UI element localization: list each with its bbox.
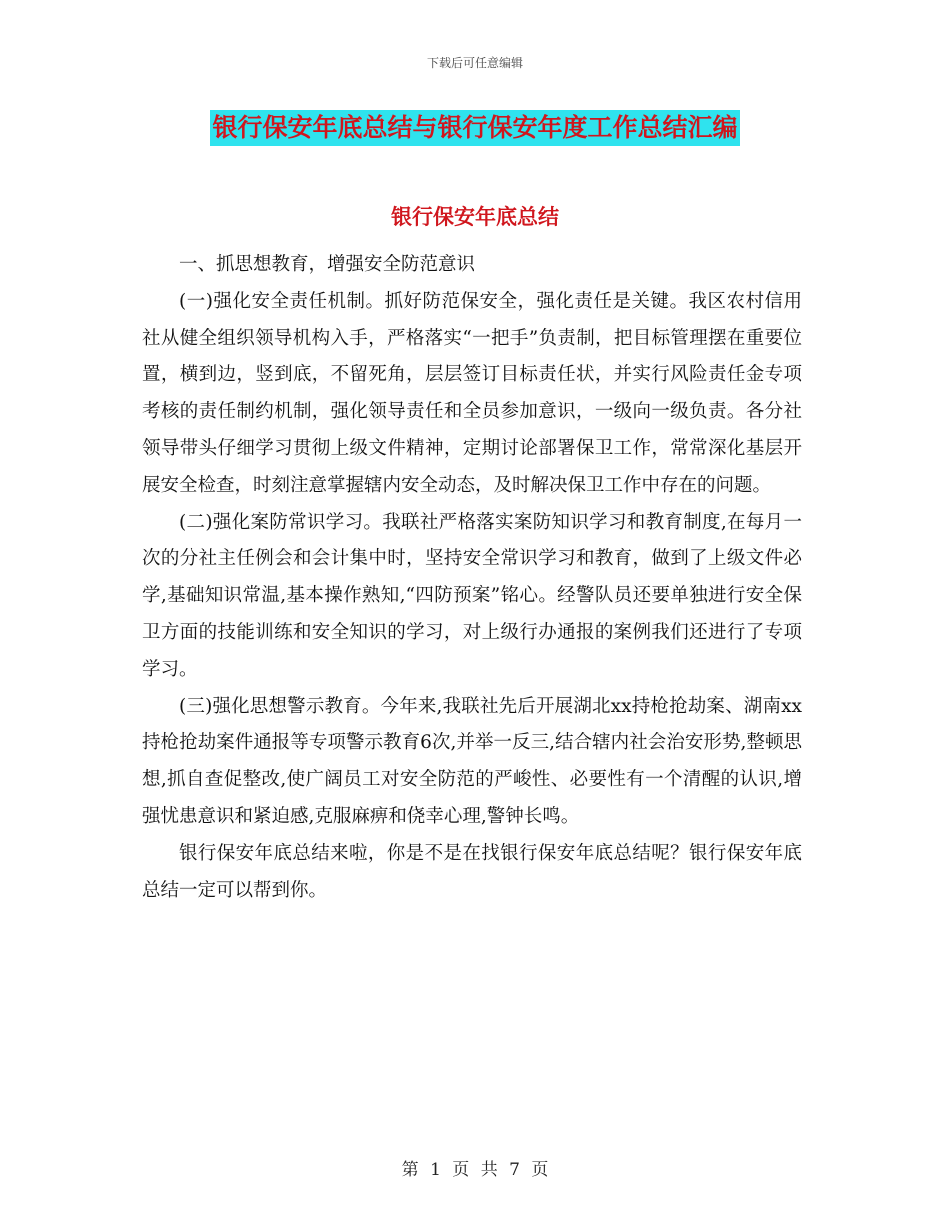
header-note: 下载后可任意编辑 <box>426 56 523 70</box>
paragraph: (二)强化案防常识学习。我联社严格落实案防知识学习和教育制度,在每月一次的分社主任例会和会计集中时，坚持安全常识学习和教育，做到了上级文件必学,基础知识常温,基本操作熟知,“四防预案”铭心。经警队员还要单独进行安全保卫方面的技能训练和安全知识的学习，对上级行办通报的案例我们还进行了专项学习。 <box>142 511 802 680</box>
paragraph-heading: 一、抓思想教育，增强安全防范意识 <box>179 254 476 275</box>
paragraph: (一)强化安全责任机制。抓好防范保安全，强化责任是关键。我区农村信用社从健全组织领导机构入手，严格落实“一把手”负责制，把目标管理摆在重要位置，横到边，竖到底，不留死角，层层签订目标责任状，并实行风险责任金专项考核的责任制约机制，强化领导责任和全员参加意识，一级向一级负责。各分社领导带头仔细学习贯彻上级文件精神，定期讨论部署保卫工作，常常深化基层开展安全检查，时刻注意掌握辖内安全动态，及时解决保卫工作中存在的问题。 <box>142 290 802 496</box>
page-number-footer: 第 1 页 共 7 页 <box>401 1160 549 1180</box>
paragraph: 银行保安年底总结来啦，你是不是在找银行保安年底总结呢？银行保安年底总结一定可以帮到你。 <box>142 842 802 901</box>
document-title: 银行保安年底总结与银行保安年度工作总结汇编 <box>210 110 739 146</box>
document-title-container <box>0 110 950 146</box>
document-body <box>142 247 802 909</box>
paragraph: (三)强化思想警示教育。今年来,我联社先后开展湖北xx持枪抢劫案、湖南xx持枪抢劫案件通报等专项警示教育6次,并举一反三,结合辖内社会治安形势,整顿思想,抓自查促整改,使广阔员工对安全防范的严峻性、必要性有一个清醒的认识,增强忧患意识和紧迫感,克服麻痹和侥幸心理,警钟长鸣。 <box>142 695 802 827</box>
section-title: 银行保安年底总结 <box>391 205 559 229</box>
